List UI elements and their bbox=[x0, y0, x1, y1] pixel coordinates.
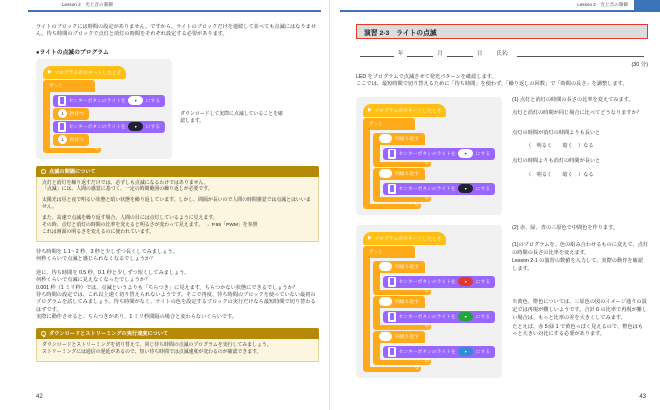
block-label: 秒待つ bbox=[69, 112, 84, 118]
name-blank bbox=[517, 49, 645, 57]
block-label: センターボタンのライトを bbox=[398, 350, 456, 356]
phone-icon bbox=[388, 277, 396, 287]
phone-icon bbox=[388, 312, 396, 322]
block-label: にする bbox=[475, 152, 491, 158]
block-program-start bbox=[43, 66, 126, 79]
block-label: にする bbox=[475, 315, 491, 321]
info-text: 点灯と消灯を繰り返すだけでは、必ずしも点滅になるわけではありません。 bbox=[42, 180, 209, 186]
info-text: 「点滅」には、人間の感覚に基づく、一定の時間範囲の繰り返しが必要です。 bbox=[42, 187, 213, 193]
program-panel-blink bbox=[36, 59, 172, 159]
day-label: 日 bbox=[476, 51, 483, 57]
question-1-text: 点灯と消灯の時間が同じ場合に比べてどうなりますか？ bbox=[512, 110, 642, 117]
question-1-condition: 点灯の時間が消灯の時間よりも長いと bbox=[512, 129, 601, 136]
block-label: センターボタンのライトを bbox=[68, 125, 126, 131]
info-box-blink-interval bbox=[36, 166, 319, 242]
body-text: 待ち時間の設定では、これ以上速く切り替えられないようです。そこで再度、待ち時間のブロックを使っていない最初のプログラムを試してみましょう。待ち時間がなく、ライトの色を設定するブロックの実行だけなら最短時間で切り替わるはずです。 bbox=[36, 291, 316, 313]
question-2-note: ※黄色、橙色については、三原色の図のイメージ通りの設定では再現が難しいようです。合計 6 の比率で再現が難しい場合は、もっと比率の差を大きくしてみます。 bbox=[512, 299, 648, 321]
body-text: 何秒くらいで点滅と感じられなくなるでしょうか？ bbox=[36, 255, 156, 262]
block-label: 回繰り返す bbox=[395, 172, 419, 178]
block-label: 回繰り返す bbox=[395, 137, 419, 143]
header-rule-right bbox=[340, 10, 660, 12]
year-label: 年 bbox=[398, 51, 404, 57]
exercise-title: 演習 2-3 ライトの点滅 bbox=[364, 29, 437, 37]
block-label: 回繰り返す bbox=[395, 265, 419, 271]
block-set-light-green bbox=[383, 311, 495, 323]
program-panel-repeat-onoff bbox=[356, 97, 502, 215]
block-label: ずっと bbox=[49, 84, 64, 90]
repeat-count-input bbox=[379, 262, 392, 271]
duration-label: (30 分) bbox=[631, 62, 648, 68]
block-repeat bbox=[373, 261, 495, 295]
play-icon: ▶ bbox=[368, 106, 372, 113]
question-2-note: たとえば、赤 5:緑 1 で黄色っぽく見えるので、橙色はもっと大きい対比にする必要があります。 bbox=[512, 323, 643, 338]
block-set-light-off bbox=[383, 183, 495, 195]
wait-value-input: 1 bbox=[58, 109, 67, 118]
loop-arrow-icon: ↻ bbox=[424, 322, 429, 329]
color-dropdown-blue: ▾ bbox=[458, 347, 473, 356]
program-heading: ●ライトの点滅のプログラム bbox=[36, 49, 109, 56]
info-box-title: 点滅の間隔について bbox=[49, 168, 96, 175]
block-label: プログラムがスタートしたとき bbox=[374, 236, 442, 242]
phone-icon bbox=[388, 347, 396, 357]
body-text: 逆に、待ち時間を 0.5 秒、0.1 秒と少しずつ短くしてみましょう。 bbox=[36, 270, 190, 277]
repeat-count-input bbox=[379, 169, 392, 178]
block-label: センターボタンのライトを bbox=[398, 152, 456, 158]
body-text: 実際に動作させると、ちらつきがあり、1 ミリ秒間隔の場合と変わらないくらいです。 bbox=[36, 313, 237, 320]
question-2-heading: (2) 赤、緑、青の三原色で中間色を作ります。 bbox=[512, 224, 619, 231]
question-1-answer-choices: （ 明るく 暗く ）なる bbox=[526, 143, 594, 150]
repeat-count-input bbox=[379, 297, 392, 306]
year-blank bbox=[360, 49, 394, 57]
info-text: これは画面の明るさを変えるのに使われています。 bbox=[42, 229, 155, 235]
running-header-right: Lesson 2 光と音の制御 bbox=[577, 2, 628, 7]
header-rule-left bbox=[28, 10, 321, 12]
play-icon: ▶ bbox=[48, 68, 52, 75]
block-wait bbox=[53, 134, 89, 146]
phone-icon bbox=[388, 184, 396, 194]
block-label: 回繰り返す bbox=[395, 300, 419, 306]
loop-arrow-icon: ↻ bbox=[94, 145, 99, 152]
block-label: プログラムがスタートしたとき bbox=[54, 70, 122, 76]
page-number-42: 42 bbox=[36, 394, 43, 400]
block-repeat bbox=[373, 331, 495, 365]
date-name-form bbox=[356, 49, 648, 57]
info-text: また、高速で点滅を繰り返す場合、人間の目には点灯しているように見えます。 bbox=[42, 216, 218, 221]
block-label: プログラムがスタートしたとき bbox=[374, 108, 442, 114]
block-set-light-blue bbox=[383, 346, 495, 358]
block-repeat bbox=[373, 296, 495, 330]
question-2-text: (1)のプログラムを、色の組み合わせるものに変えて、点灯の時間の長さの比率を変えます。 bbox=[512, 242, 649, 256]
block-label: センターボタンのライトを bbox=[68, 99, 126, 105]
loop-arrow-icon: ↻ bbox=[424, 287, 429, 294]
chapter-tab bbox=[634, 0, 660, 10]
block-set-light-white bbox=[383, 148, 495, 160]
color-dropdown-white: ▾ bbox=[128, 96, 143, 105]
block-label: 回繰り返す bbox=[395, 335, 419, 341]
month-label: 月 bbox=[437, 51, 443, 57]
question-1-condition: 点灯の時間よりも消灯の時間が長いと bbox=[512, 158, 601, 165]
color-dropdown-white: ▾ bbox=[458, 149, 473, 158]
color-dropdown-red: ▾ bbox=[458, 277, 473, 286]
name-label: 氏名: bbox=[496, 51, 509, 57]
exercise-intro: LED をプログラムで点滅させて発光パターンを確認します。 bbox=[356, 74, 497, 80]
day-blank bbox=[447, 49, 473, 57]
block-forever bbox=[363, 118, 495, 209]
block-label: にする bbox=[475, 187, 491, 193]
block-label: にする bbox=[475, 350, 491, 356]
block-wait bbox=[53, 108, 89, 120]
info-box-title: ダウンロードとストリーミングの実行速度について bbox=[49, 331, 169, 338]
running-header-left: Lesson 2 光と音の制御 bbox=[62, 2, 113, 7]
block-label: センターボタンのライトを bbox=[398, 187, 456, 193]
exercise-intro: ここでは、最短時間で切り替えるために「待ち時間」を使わず、「繰り返しの回数」で「時間の長さ」を調整します。 bbox=[356, 81, 628, 88]
download-note: ダウンロードして実際に点滅していることを確認します。 bbox=[180, 111, 283, 124]
repeat-count-input bbox=[379, 134, 392, 143]
question-1-answer-choices: （ 明るく 暗く ）なる bbox=[526, 171, 594, 178]
phone-icon bbox=[388, 149, 396, 159]
color-dropdown-off: ▾ bbox=[458, 184, 473, 193]
exercise-title-box bbox=[356, 24, 648, 39]
loop-arrow-icon: ↻ bbox=[424, 357, 429, 364]
info-box-streaming-speed bbox=[36, 328, 319, 362]
block-program-start bbox=[363, 232, 446, 245]
phone-icon bbox=[58, 122, 66, 132]
block-set-light-white bbox=[53, 95, 165, 107]
intro-paragraph: ライトのブロックには時間の設定がありません。ですから、ライトのブロックだけを連続して並べても点滅にはなりません。待ち時間のブロックで点灯と消灯の時間をそれぞれ設定する必要があります。 bbox=[36, 24, 316, 38]
block-repeat bbox=[373, 133, 495, 167]
lightbulb-icon bbox=[41, 169, 46, 174]
loop-arrow-icon: ↻ bbox=[414, 364, 419, 371]
body-text: 待ち時間を 1.1～2 秒、3 秒と少しずつ長くしてみましょう。 bbox=[36, 248, 178, 255]
loop-arrow-icon: ↻ bbox=[414, 201, 419, 208]
block-set-light-off bbox=[53, 121, 165, 133]
color-dropdown-off: ▾ bbox=[128, 122, 143, 131]
block-program-start bbox=[363, 104, 446, 117]
phone-icon bbox=[58, 96, 66, 106]
repeat-count-input bbox=[379, 332, 392, 341]
info-text: ストリーミングには通信の遅延があるので、短い待ち時間では点滅速度が変わるのが確認できます。 bbox=[42, 349, 262, 355]
body-text: 何秒くらいで点滅に見えなくなったでしょうか？ bbox=[36, 277, 151, 284]
month-blank bbox=[407, 49, 433, 57]
body-text: 0.001 秒（1 ミリ秒）では、点滅というよりも「ちらつき」に見えます。ちらつかない状態にできるでしょうか？ bbox=[36, 284, 298, 291]
question-1-heading: (1) 点灯と消灯の時間の長さの比率を変えてみます。 bbox=[512, 96, 634, 103]
block-label: 秒待つ bbox=[69, 138, 84, 144]
block-label: ずっと bbox=[369, 122, 384, 128]
block-label: にする bbox=[475, 280, 491, 286]
block-label: センターボタンのライトを bbox=[398, 280, 456, 286]
block-repeat bbox=[373, 168, 495, 202]
loop-arrow-icon: ↻ bbox=[424, 194, 429, 201]
block-label: にする bbox=[145, 125, 161, 131]
wait-value-input: 1 bbox=[58, 135, 67, 144]
block-forever bbox=[363, 246, 495, 372]
program-panel-rgb bbox=[356, 225, 502, 378]
block-forever bbox=[43, 80, 165, 153]
info-text: その時、点灯と消灯の時間の比率を変えると明るさが変わって見えます。 → P.95「PWM」を参照 bbox=[42, 222, 258, 228]
color-dropdown-green: ▾ bbox=[458, 312, 473, 321]
block-label: ずっと bbox=[369, 250, 384, 256]
info-text: 太陽光は昼と夜で明るい状態と暗い状態を繰り返しています。しかし、間隔が長いので人間の時間感覚では点滅とはいいません。 bbox=[42, 198, 311, 211]
block-label: センターボタンのライトを bbox=[398, 315, 456, 321]
block-label: にする bbox=[145, 99, 161, 105]
info-text: ダウンロードとストリーミングを切り替えて、同じ待ち時間の点滅のプログラムを実行してみましょう。 bbox=[42, 343, 272, 349]
lightbulb-icon bbox=[41, 331, 46, 336]
page-number-43: 43 bbox=[639, 394, 646, 400]
page-43 bbox=[330, 0, 660, 410]
play-icon: ▶ bbox=[368, 234, 372, 241]
question-2-text: Lesson 2-1 の演習の数値を入力して、実際の動作を確認します。 bbox=[512, 258, 643, 272]
loop-arrow-icon: ↻ bbox=[424, 159, 429, 166]
block-set-light-red bbox=[383, 276, 495, 288]
